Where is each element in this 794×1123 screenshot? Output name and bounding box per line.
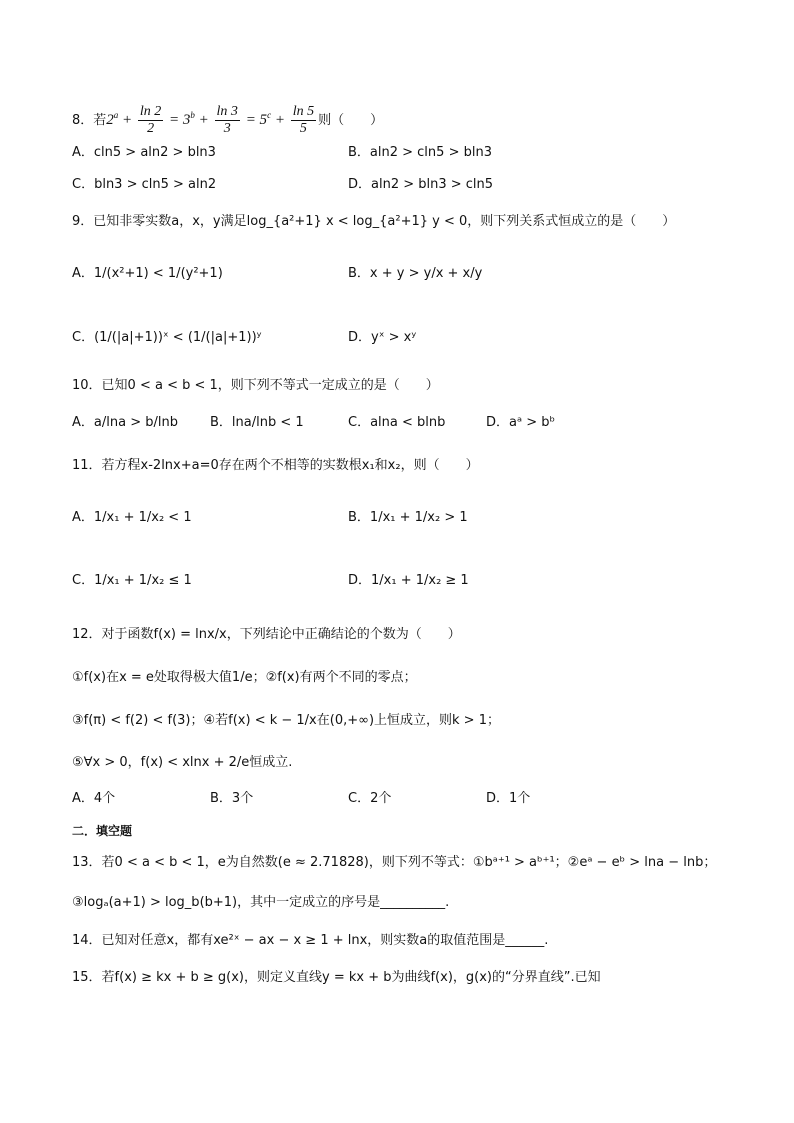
q9-option-d: D．yˣ > xʸ [348, 330, 417, 345]
q11-option-d: D．1/x₁ + 1/x₂ ≥ 1 [348, 573, 469, 588]
q12-line1: ①f(x)在x = e处取得极大值1/e；②f(x)有两个不同的零点； [72, 670, 417, 685]
q13-line2: ③logₐ(a+1) > log_b(b+1)，其中一定成立的序号是__________. [72, 895, 450, 910]
q11-option-a: A．1/x₁ + 1/x₂ < 1 [72, 510, 192, 525]
q9-option-c: C．(1/(|a|+1))ˣ < (1/(|a|+1))ʸ [72, 330, 262, 345]
q10-option-a: A．a/lna > b/lnb [72, 415, 178, 430]
q12-option-d: D．1个 [486, 791, 531, 806]
q14-stem: 14．已知对任意x，都有xe²ˣ − ax − x ≥ 1 + lnx，则实数a的取值范围是______. [72, 933, 549, 948]
q9-option-a: A．1/(x²+1) < 1/(y²+1) [72, 266, 223, 281]
q11-option-c: C．1/x₁ + 1/x₂ ≤ 1 [72, 573, 192, 588]
q10-option-d: D．aᵃ > bᵇ [486, 415, 556, 430]
q8-stem: 8．若$2^a$ + $\frac{\ln 2}{2}$ = $3^b$ + $\frac{\ln 3}{3}$ = $5^c$ + $\frac{\ln 5}{5}$ 则（ ） [72, 104, 384, 136]
q13-line1: 13．若0 < a < b < 1，e为自然数(e ≈ 2.71828)，则下列不等式：①bᵃ⁺¹ > aᵇ⁺¹；②eᵃ − eᵇ > lna − lnb； [72, 855, 717, 870]
q8-option-c: C．bln3 > cln5 > aln2 [72, 177, 217, 192]
q11-stem: 11．若方程x-2lnx+a=0存在两个不相等的实数根x₁和x₂，则（ ） [72, 458, 479, 473]
q8-option-a: A．cln5 > aln2 > bln3 [72, 145, 216, 160]
q8-option-b: B．aln2 > cln5 > bln3 [348, 145, 492, 160]
q10-stem: 10．已知0 < a < b < 1，则下列不等式一定成立的是（ ） [72, 378, 439, 393]
q12-option-c: C．2个 [348, 791, 392, 806]
q15-stem: 15．若f(x) ≥ kx + b ≥ g(x)，则定义直线y = kx + b为曲线f(x)，g(x)的“分界直线”.已知 [72, 970, 601, 985]
q10-option-c: C．alna < blnb [348, 415, 446, 430]
q12-line3: ⑤∀x > 0，f(x) < xlnx + 2/e恒成立. [72, 755, 293, 770]
q9-option-b: B．x + y > y/x + x/y [348, 266, 483, 281]
q12-line2: ③f(π) < f(2) < f(3)；④若f(x) < k − 1/x在(0,+∞)上恒成立，则k > 1； [72, 713, 500, 728]
section-heading-fill-in: 二．填空题 [72, 824, 133, 838]
q10-option-b: B．lna/lnb < 1 [210, 415, 304, 430]
q9-stem: 9．已知非零实数a，x，y满足log_{a²+1} x < log_{a²+1} y < 0，则下列关系式恒成立的是（ ） [72, 214, 676, 229]
q12-option-a: A．4个 [72, 791, 116, 806]
q12-option-b: B．3个 [210, 791, 254, 806]
q8-option-d: D．aln2 > bln3 > cln5 [348, 177, 494, 192]
q11-option-b: B．1/x₁ + 1/x₂ > 1 [348, 510, 468, 525]
q12-stem: 12．对于函数f(x) = lnx/x，下列结论中正确结论的个数为（ ） [72, 627, 461, 642]
